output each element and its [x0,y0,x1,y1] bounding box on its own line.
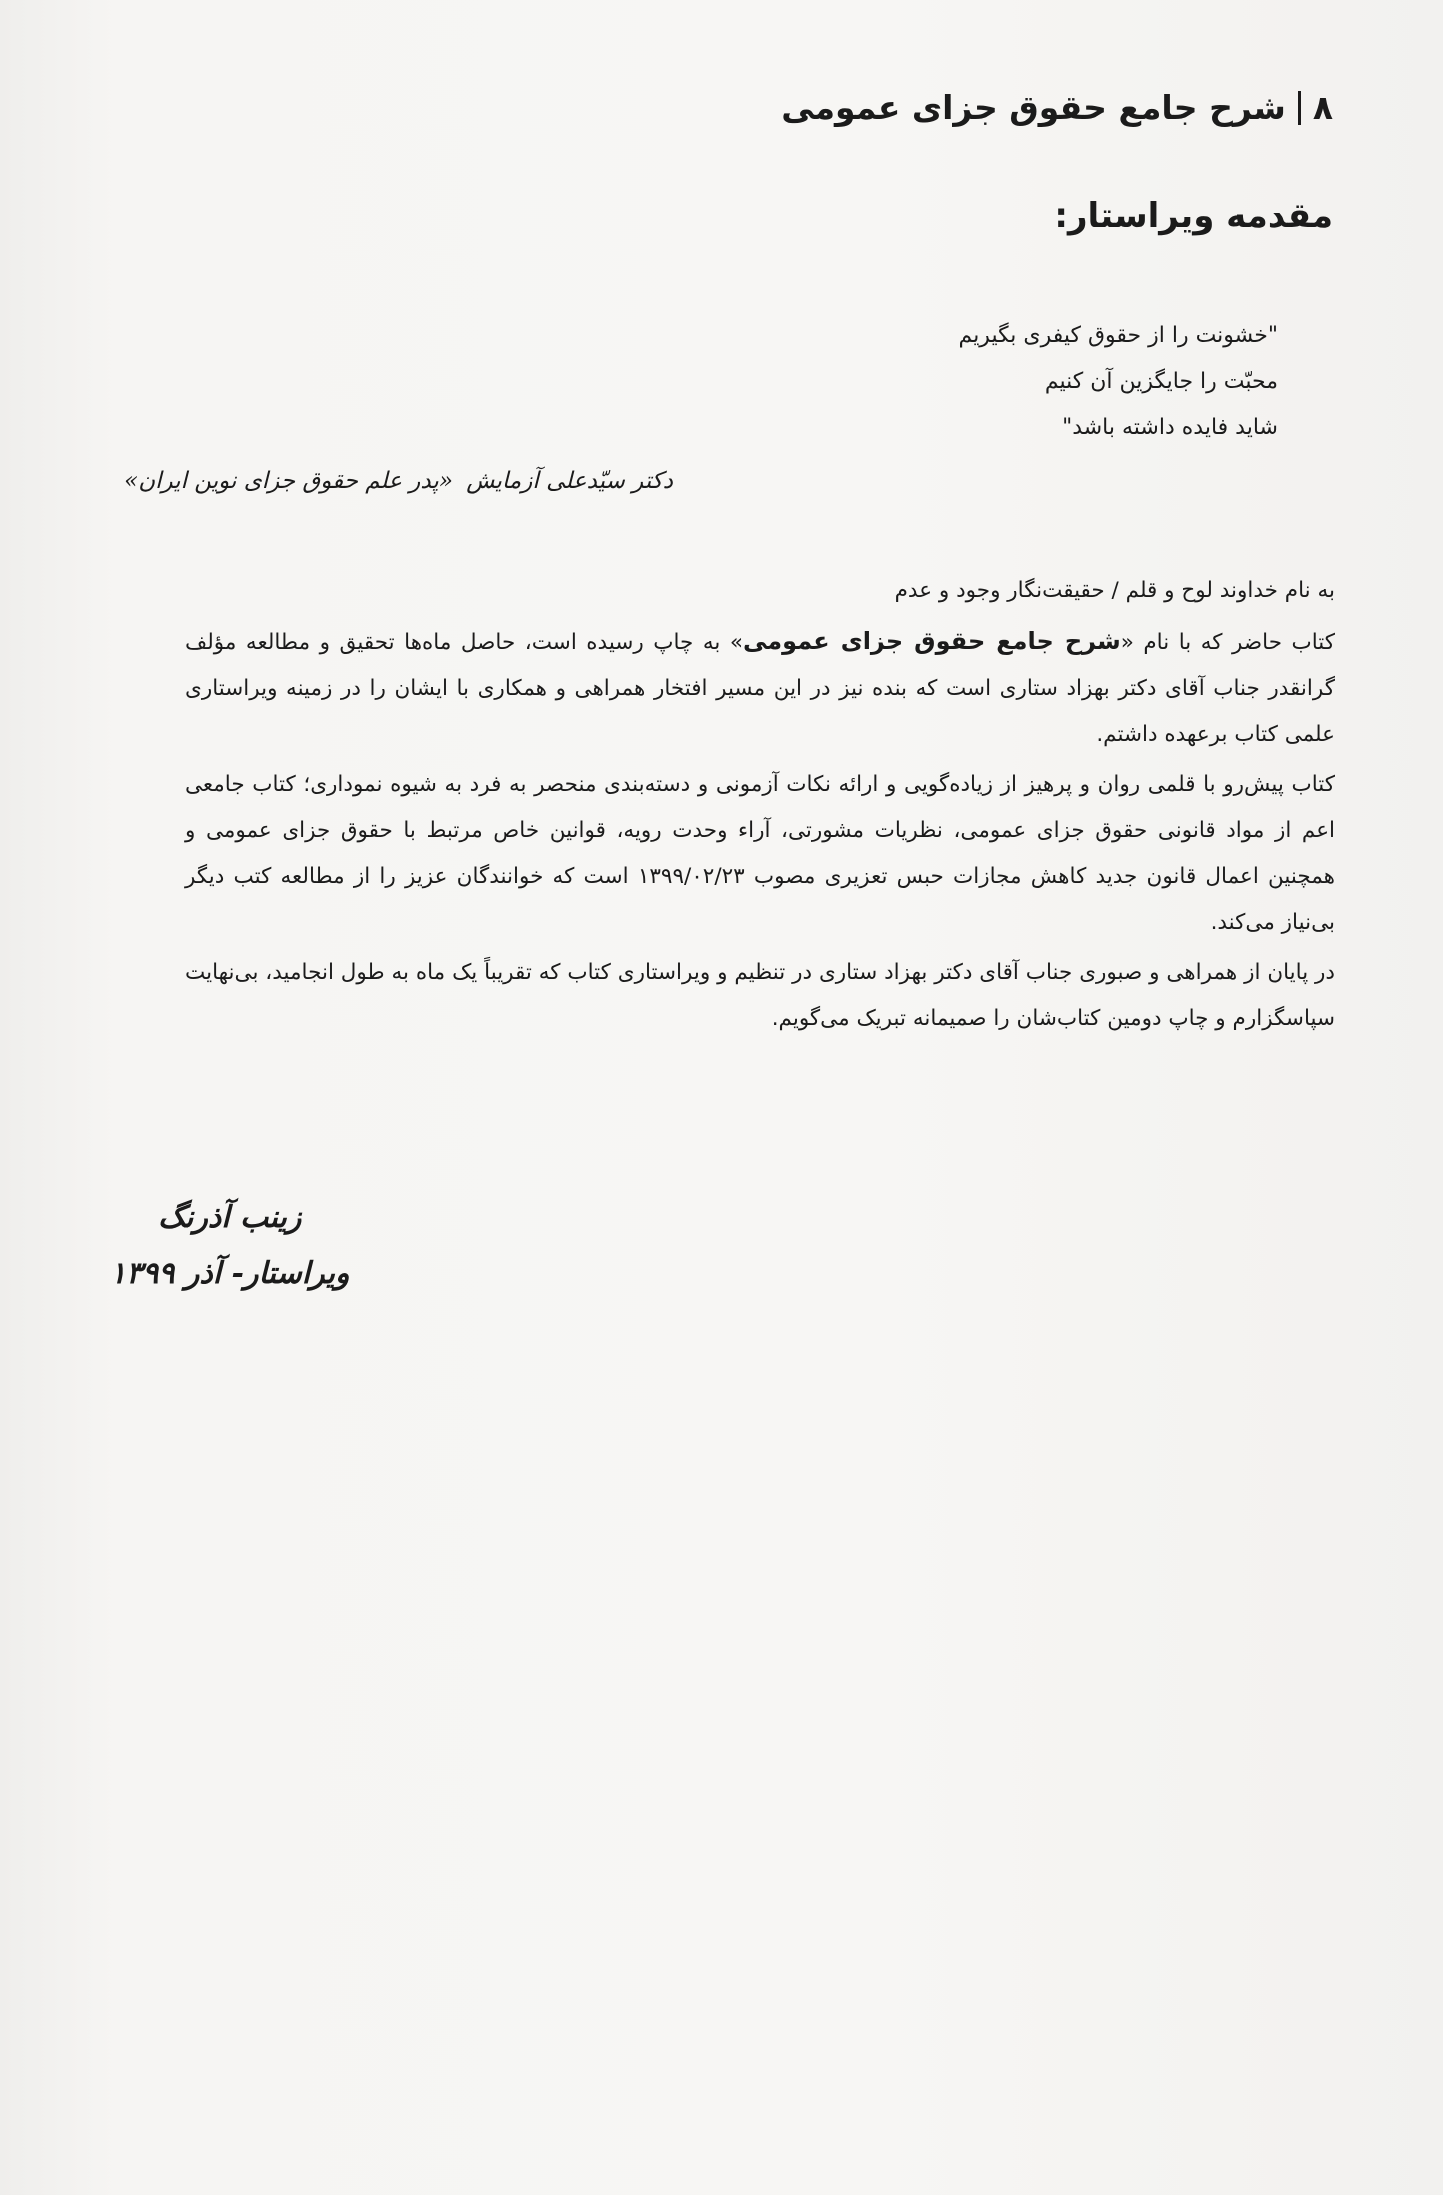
page-number: ۸ [1312,88,1333,127]
epigraph-line: محبّت را جایگزین آن کنیم [1044,369,1278,394]
section-title: مقدمه ویراستار: [1054,196,1333,236]
paragraph-3: در پایان از همراهی و صبوری جناب آقای دکتر بهزاد ستاری در تنظیم و ویراستاری کتاب که تقریباً یک ماه به طول انجامید، بی‌نهایت سپاسگزارم و چاپ دومین کتاب‌شان را صمیمانه تبریک می‌گویم. [185,960,1335,1031]
epigraph-line: "خشونت را از حقوق کیفری بگیریم [958,323,1278,348]
paragraph-1-book-title: شرح جامع حقوق جزای عمومی [743,627,1121,655]
paragraph-1 [185,618,1335,758]
epigraph-attribution [124,468,673,494]
running-book-title: شرح جامع حقوق جزای عمومی [781,88,1286,127]
attribution-author: دکتر سیّدعلی آزمایش [466,468,673,494]
epigraph-line: شاید فایده داشته باشد" [1062,415,1278,440]
editor-preface-body [185,568,1335,1046]
paragraph-2: کتاب پیش‌رو با قلمی روان و پرهیز از زیاده‌گویی و ارائه نکات آزمونی و دسته‌بندی منحصر به فرد به شیوه نموداری؛ کتاب جامعی اعم از مواد قانونی حقوق جزای عمومی، نظریات مشورتی، آراء وحدت رویه، قوانین خاص مرتبط با حقوق جزای عمومی و همچنین اعمال قانون جدید کاهش مجازات حبس تعزیری مصوب ۱۳۹۹/۰۲/۲۳ است که خوانندگان عزیز را از مطالعه کتب دیگر بی‌نیاز می‌کند. [185,772,1336,935]
header-divider [1298,91,1301,125]
epigraph-poem [959,313,1278,451]
signature-name: زینب آذرنگ [158,1200,302,1235]
running-header [781,88,1333,127]
paragraph-1-start: کتاب حاضر که با نام « [1120,630,1335,655]
attribution-title: «پدر علم حقوق جزای نوین ایران» [124,468,453,494]
signature-role-date: ویراستار- آذر ۱۳۹۹ [110,1256,350,1291]
opening-verse: به نام خداوند لوح و قلم / حقیقت‌نگار وجود و عدم [894,578,1335,603]
editor-signature [110,1190,350,1302]
paragraph-1-end: » به چاپ رسیده است، حاصل ماه‌ها تحقیق و مطالعه مؤلف گرانقدر جناب آقای دکتر بهزاد ستاری است که بنده نیز در این مسیر افتخار همراهی و همکاری با ایشان را در زمینه ویراستاری علمی کتاب برعهده داشتم. [185,630,1335,747]
